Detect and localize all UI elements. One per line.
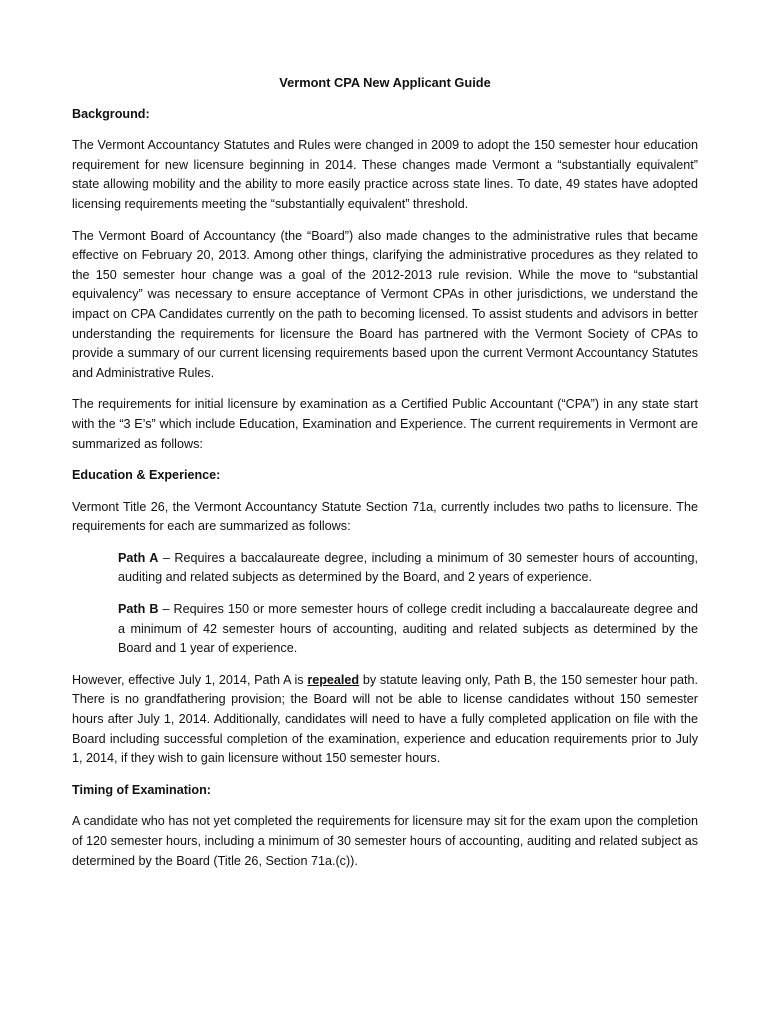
education-paragraph-2 [72,671,698,769]
background-paragraph-3: The requirements for initial licensure by examination as a Certified Public Accountant (“CPA”) in any state start with the “3 E’s” which include Education, Examination and Experience. The current requirements in Vermont are summarized as follows: [72,397,698,451]
background-heading: Background: [72,106,150,121]
background-paragraph-1: The Vermont Accountancy Statutes and Rules were changed in 2009 to adopt the 150 semester hour education requirement for new licensure beginning in 2014. These changes made Vermont a “substantially equivalent” state allowing mobility and the ability to more easily practice across state lines. To date, 49 states have adopted licensing requirements meeting the “substantially equivalent” threshold. [72,138,698,211]
timing-heading: Timing of Examination: [72,782,212,797]
repealed-emphasis: repealed [307,672,360,687]
document-title: Vermont CPA New Applicant Guide [279,75,491,90]
path-a-text: – Requires a baccalaureate degree, including a minimum of 30 semester hours of accounting, auditing and related subjects as determined by the Board, and 2 years of experience. [118,550,699,585]
path-a-label: Path A [118,550,159,565]
path-b-text: – Requires 150 or more semester hours of college credit including a baccalaureate degree and a minimum of 42 semester hours of accounting, auditing and related subjects as determined by the Board and 1 year of experience. [118,602,698,656]
document-page [72,73,698,883]
background-paragraph-2: The Vermont Board of Accountancy (the “Board”) also made changes to the administrative rules that became effective on February 20, 2013. Among other things, clarifying the administrative procedures as they related to the 150 semester hour change was a goal of the 2012-2013 rule revision. While the move to “substantial equivalency” was necessary to ensure acceptance of Vermont CPAs in other jurisdictions, we understand the impact on CPA Candidates currently on the path to becoming licensed. To assist students and advisors in better understanding the requirements for licensure the Board has partnered with the Vermont Society of CPAs to provide a summary of our current licensing requirements based upon the current Vermont Accountancy Statutes and Administrative Rules. [72,228,698,380]
timing-paragraph-1: A candidate who has not yet completed the requirements for licensure may sit for the exam upon the completion of 120 semester hours, including a minimum of 30 semester hours of accounting, auditing and related subject as determined by the Board (Title 26, Section 71a.(c)). [72,814,698,868]
education-heading: Education & Experience: [72,468,221,483]
path-a-paragraph [118,549,698,588]
path-b-label: Path B [118,602,159,617]
education-paragraph-2-end: by statute leaving only, Path B, the 150 semester hour path. There is no grandfathering provision; the Board will not be able to license candidates without 150 semester hours after July 1, 2014. Additionally, candidates will need to have a fully completed application on file with the Board including successful completion of the examination, experience and education requirements prior to July 1, 2014, if they wish to gain licensure without 150 semester hours. [72,672,698,766]
education-paragraph-2-start: However, effective July 1, 2014, Path A is [72,672,308,687]
path-b-paragraph [118,600,698,659]
education-paragraph-1: Vermont Title 26, the Vermont Accountancy Statute Section 71a, currently includes two paths to licensure. The requirements for each are summarized as follows: [72,499,698,534]
